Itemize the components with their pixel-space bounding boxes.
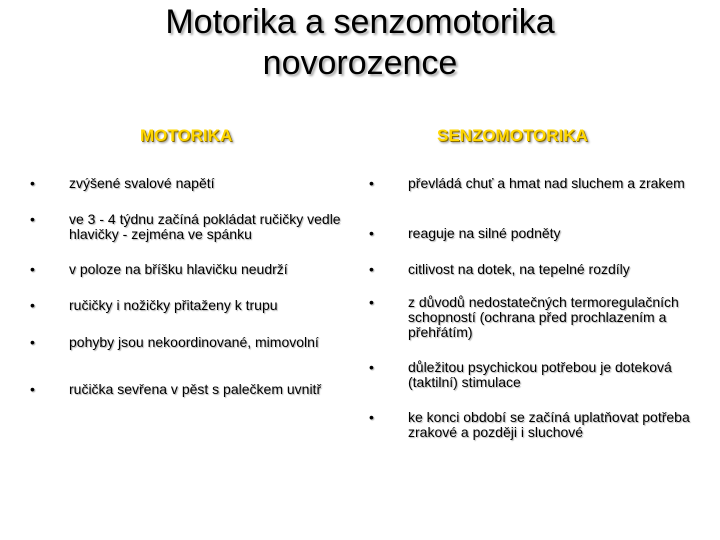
bullet-icon: • <box>30 297 35 313</box>
motorika-item-text: v poloze na bříšku hlavičku neudrží <box>69 261 288 277</box>
senzomotorika-item-text: reaguje na silné podněty <box>408 225 561 241</box>
bullet-icon: • <box>369 359 374 375</box>
title-line-2: novorozence <box>262 44 458 82</box>
bullet-icon: • <box>30 381 35 397</box>
bullet-icon: • <box>369 294 374 310</box>
motorika-item-text: ručička sevřena v pěst s palečkem uvnitř <box>69 381 322 397</box>
slide-title <box>0 2 720 84</box>
motorika-heading: MOTORIKA <box>140 126 233 145</box>
senzomotorika-item-text: citlivost na dotek, na tepelné rozdíly <box>408 261 630 277</box>
motorika-item-text: zvýšené svalové napětí <box>69 175 215 191</box>
senzomotorika-item-text: ke konci období se začíná uplatňovat potřeba zrakové a později i sluchové <box>408 409 690 440</box>
bullet-icon: • <box>30 211 35 227</box>
bullet-icon: • <box>369 409 374 425</box>
senzomotorika-item-text: důležitou psychickou potřebou je doteková (taktilní) stimulace <box>408 359 672 390</box>
motorika-item-text: pohyby jsou nekoordinované, mimovolní <box>69 334 319 350</box>
motorika-item-text: ručičky i nožičky přitaženy k trupu <box>69 297 278 313</box>
motorika-item-text: ve 3 - 4 týdnu začíná pokládat ručičky vedle hlavičky - zejména ve spánku <box>69 211 341 242</box>
bullet-icon: • <box>369 225 374 241</box>
bullet-icon: • <box>369 261 374 277</box>
bullet-icon: • <box>30 175 35 191</box>
bullet-icon: • <box>30 261 35 277</box>
senzomotorika-item-text: převládá chuť a hmat nad sluchem a zrakem <box>408 175 685 191</box>
senzomotorika-item-text: z důvodů nedostatečných termoregulačních schopností (ochrana před prochlazením a přehřátím) <box>408 294 679 340</box>
bullet-icon: • <box>30 334 35 350</box>
title-line-1: Motorika a senzomotorika <box>165 3 555 41</box>
bullet-icon: • <box>369 175 374 191</box>
senzomotorika-heading: SENZOMOTORIKA <box>437 126 588 145</box>
